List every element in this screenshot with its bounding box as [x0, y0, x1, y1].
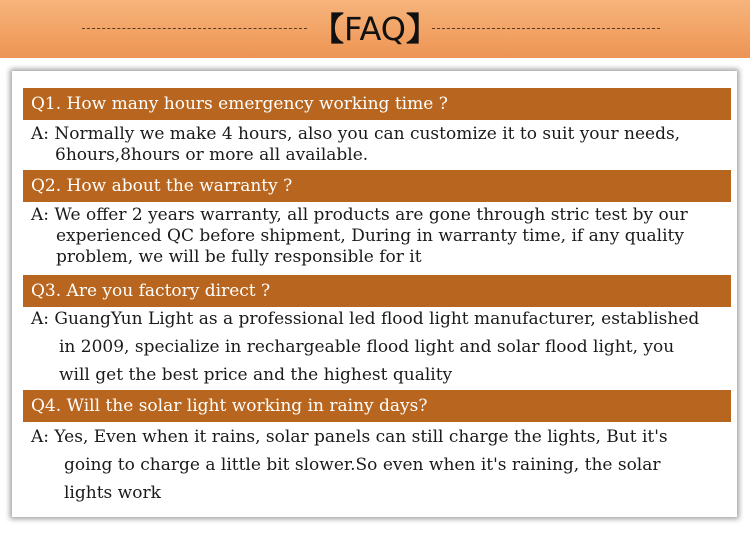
- faq-banner: [0, 0, 750, 58]
- title-text: FAQ: [344, 10, 406, 48]
- faq-question-3: Q3. Are you factory direct ?: [23, 275, 731, 307]
- title-bracket-left: 【: [311, 10, 344, 48]
- answer-line: A: Yes, Even when it rains, solar panels can still charge the lights, But it's: [31, 427, 668, 447]
- answer-line: A: GuangYun Light as a professional led flood light manufacturer, established: [31, 309, 700, 329]
- banner-dashed-line-right: [432, 28, 660, 29]
- faq-question-1: Q1. How many hours emergency working time ?: [23, 88, 731, 120]
- faq-question-4: Q4. Will the solar light working in rainy days?: [23, 390, 731, 422]
- title-bracket-right: 】: [405, 10, 438, 48]
- answer-line: A: Normally we make 4 hours, also you can customize it to suit your needs,: [31, 124, 681, 144]
- answer-line: in 2009, specialize in rechargeable flood light and solar flood light, you: [59, 337, 675, 357]
- answer-line: experienced QC before shipment, During in warranty time, if any quality: [56, 226, 684, 246]
- answer-line: A: We offer 2 years warranty, all products are gone through stric test by our: [31, 205, 688, 225]
- answer-line: 6hours,8hours or more all available.: [55, 145, 369, 165]
- faq-answer-3: [31, 305, 731, 389]
- faq-answer-4: [31, 423, 731, 507]
- answer-line: will get the best price and the highest quality: [59, 365, 453, 385]
- faq-answer-2: [31, 205, 731, 268]
- faq-answer-1: [31, 124, 731, 166]
- answer-line: problem, we will be fully responsible for it: [56, 247, 422, 267]
- faq-title: [0, 5, 750, 53]
- faq-question-2: Q2. How about the warranty ?: [23, 170, 731, 202]
- answer-line: lights work: [64, 483, 161, 503]
- answer-line: going to charge a little bit slower.So even when it's raining, the solar: [64, 455, 661, 475]
